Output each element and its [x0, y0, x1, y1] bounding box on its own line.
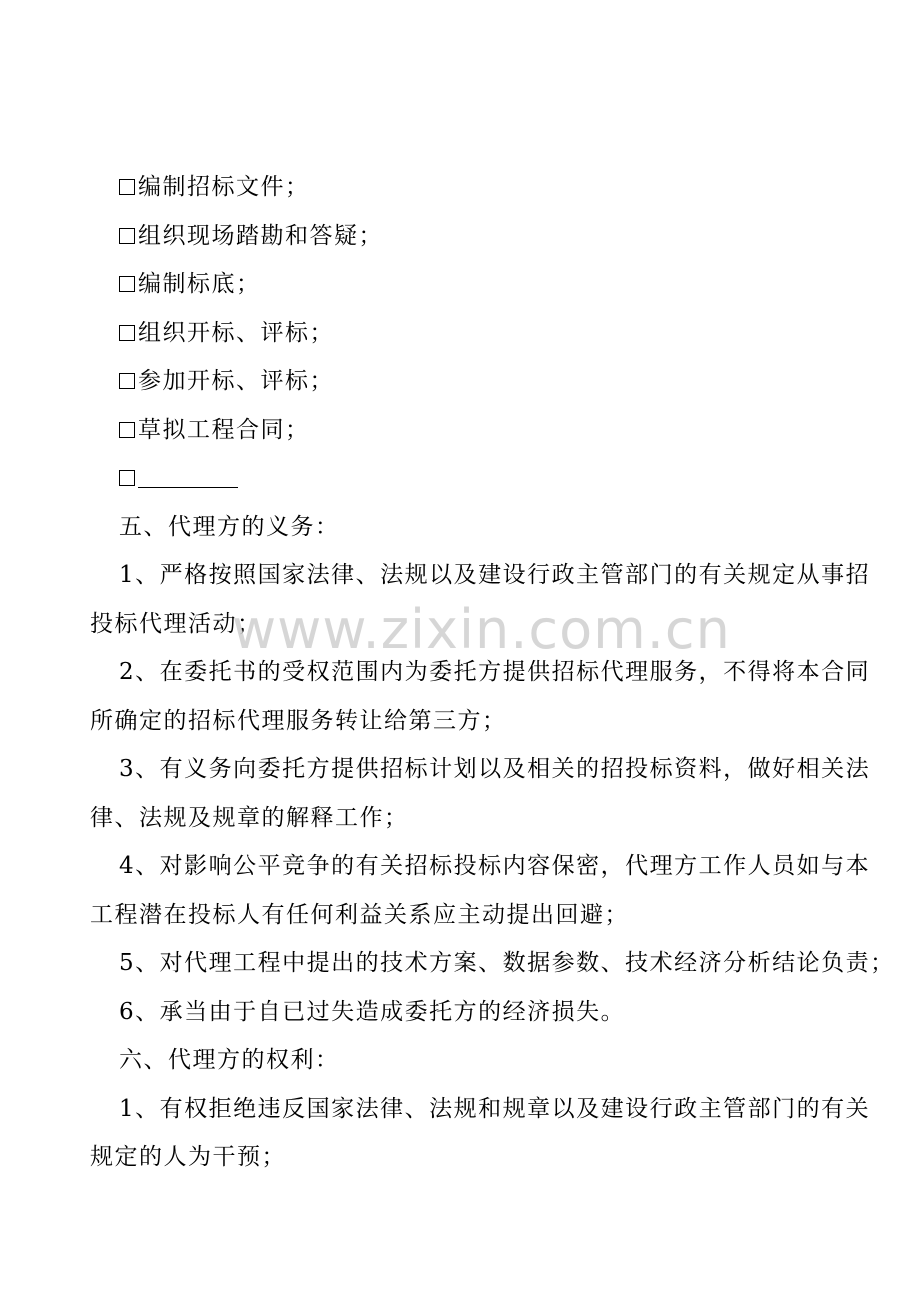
checklist-item — [90, 163, 830, 212]
checklist-item — [90, 309, 830, 358]
watermark-text: www.zixin.com.cn — [232, 598, 731, 661]
checklist-label: 草拟工程合同； — [138, 416, 310, 443]
paragraph-line: 4、对影响公平竞争的有关招标投标内容保密，代理方工作人员如与本 — [119, 853, 871, 879]
checklist-label: 参加开标、评标； — [138, 368, 334, 394]
checklist-item — [90, 212, 830, 261]
paragraph-line: 1、有权拒绝违反国家法律、法规和规章以及建设行政主管部门的有关 — [119, 1095, 871, 1122]
section-heading: 五、代理方的义务： — [119, 513, 340, 540]
document-page — [90, 163, 895, 1182]
checkbox-icon[interactable] — [119, 325, 135, 341]
paragraph-line: 工程潜在投标人有任何利益关系应主动提出回避； — [90, 901, 629, 928]
paragraph-line: 3、有义务向委托方提供招标计划以及相关的招投标资料，做好相关法 — [119, 756, 871, 782]
checklist-item-blank — [90, 454, 830, 503]
paragraph-line: 律、法规及规章的解释工作； — [90, 804, 409, 831]
checkbox-icon[interactable] — [119, 422, 135, 438]
paragraph-line: 投标代理活动； — [90, 610, 262, 637]
checkbox-icon[interactable] — [119, 228, 135, 244]
checkbox-icon[interactable] — [119, 470, 135, 486]
checklist-label: 组织开标、评标； — [138, 319, 334, 346]
checklist-item — [90, 357, 830, 406]
paragraph-line: 1、严格按照国家法律、法规以及建设行政主管部门的有关规定从事招 — [119, 562, 871, 588]
checkbox-icon[interactable] — [119, 276, 135, 292]
checkbox-icon[interactable] — [119, 373, 135, 389]
paragraph-line: 5、对代理工程中提出的技术方案、数据参数、技术经济分析结论负责； — [119, 950, 895, 976]
checklist-label: 编制招标文件； — [138, 174, 310, 200]
paragraph-line: 规定的人为干预； — [90, 1144, 286, 1170]
paragraph-line: 6、承当由于自已过失造成委托方的经济损失。 — [119, 998, 626, 1025]
section-heading: 六、代理方的权利： — [119, 1047, 340, 1073]
paragraph-line: 2、在委托书的受权范围内为委托方提供招标代理服务，不得将本合同 — [119, 659, 871, 685]
checkbox-icon[interactable] — [119, 179, 135, 195]
paragraph-line: 所确定的招标代理服务转让给第三方； — [90, 707, 507, 734]
checklist-item — [90, 406, 830, 455]
checklist-label: 编制标底； — [138, 271, 261, 297]
checklist-item — [90, 260, 830, 309]
checklist-label: 组织现场踏勘和答疑； — [138, 222, 383, 249]
fill-in-blank[interactable] — [138, 485, 238, 488]
